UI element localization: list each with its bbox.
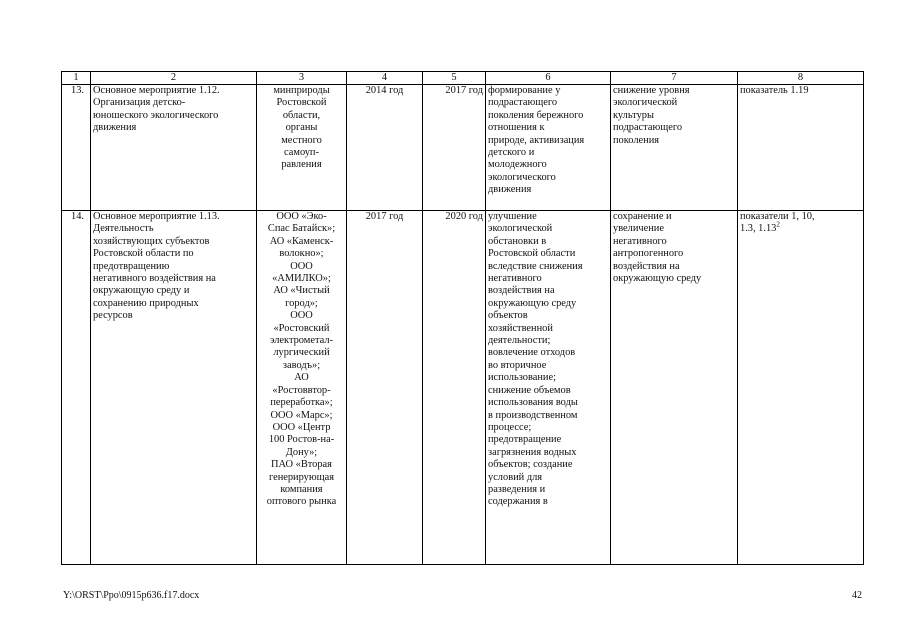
cell-line: условий для	[488, 471, 543, 483]
table-row	[62, 211, 864, 565]
cell-line: волокно»;	[279, 248, 324, 260]
cell-line: Организация детско-	[93, 97, 186, 109]
indicator-cell	[738, 85, 864, 211]
cell-line: заводъ»;	[282, 359, 321, 371]
cell-line: переработка»;	[270, 397, 333, 409]
cell-line: воздействия на	[613, 260, 680, 272]
cell-line: минприроды	[273, 85, 330, 96]
indicator-line: показатели 1, 10,	[740, 211, 815, 222]
cell-line: ООО	[290, 260, 313, 272]
cell-line: движения	[93, 122, 137, 134]
cell-line: подрастающего	[613, 122, 683, 134]
cell-line: ООО «Центр	[272, 421, 331, 433]
cell-line: загрязнения водных	[488, 446, 577, 458]
cell-line: экологического	[488, 171, 556, 183]
cell-line: во вторичное	[488, 359, 547, 371]
cell-line: Деятельность	[93, 223, 154, 235]
cell-line: ООО «Марс»;	[270, 409, 333, 421]
cell-line: разведения и	[488, 483, 546, 495]
executor-cell	[257, 85, 347, 211]
cell-line: лургический	[273, 347, 330, 359]
cell-line: негативного	[613, 235, 667, 247]
cell-line: снижение уровня	[613, 85, 690, 96]
header-col-4: 4	[347, 72, 423, 85]
cell-line: ПАО «Вторая	[271, 459, 332, 471]
cell-line: Спас Батайск»;	[267, 223, 336, 235]
cell-line: город»;	[285, 297, 318, 309]
row-number: 14.	[62, 211, 91, 565]
start-year-cell: 2017 год	[347, 211, 423, 565]
indicator-cell	[738, 211, 864, 565]
cell-line: ООО «Эко-	[276, 211, 327, 222]
cell-line: объектов	[488, 310, 528, 322]
cell-line: снижение объемов	[488, 384, 571, 396]
cell-line: сохранению природных	[93, 297, 199, 309]
row-number: 13.	[62, 85, 91, 211]
cell-line: Основное мероприятие 1.13.	[93, 211, 220, 222]
cell-line: использования воды	[488, 397, 578, 409]
cell-line: молодежного	[488, 159, 547, 171]
cell-line: «АМИЛКО»;	[272, 273, 331, 285]
cell-line: органы	[285, 122, 318, 134]
cell-line: электрометал-	[269, 335, 334, 347]
cell-line: культуры	[613, 109, 654, 121]
cell-line: АО	[294, 372, 309, 384]
cell-line: антропогенного	[613, 248, 684, 260]
header-row	[62, 72, 864, 85]
header-col-5: 5	[423, 72, 486, 85]
consequence-cell	[611, 85, 738, 211]
cell-line: хозяйствующих субъектов	[93, 235, 210, 247]
cell-line: ресурсов	[93, 310, 133, 322]
header-col-7: 7	[611, 72, 738, 85]
page-number: 42	[852, 590, 862, 601]
footnote-mark: 2	[776, 220, 780, 229]
end-year-cell: 2017 год	[423, 85, 486, 211]
cell-line: подрастающего	[488, 97, 558, 109]
header-col-6: 6	[486, 72, 611, 85]
consequence-cell	[611, 211, 738, 565]
result-cell	[486, 85, 611, 211]
cell-line: Ростовской области	[488, 248, 576, 260]
cell-line: поколения бережного	[488, 109, 584, 121]
cell-line: вовлечение отходов	[488, 347, 576, 359]
table-row	[62, 85, 864, 211]
cell-line: юношеского экологического	[93, 109, 219, 121]
cell-line: деятельности;	[488, 335, 551, 347]
cell-line: вследствие снижения	[488, 260, 583, 272]
cell-line: негативного воздействия на	[93, 273, 216, 285]
cell-line: формирование у	[488, 85, 561, 96]
cell-line: воздействия на	[488, 285, 555, 297]
header-col-8: 8	[738, 72, 864, 85]
cell-line: окружающую среду и	[93, 285, 190, 297]
cell-line: в производственном	[488, 409, 578, 421]
cell-line: негативного	[488, 273, 542, 285]
cell-line: экологической	[488, 223, 553, 235]
cell-line: предотвращению	[93, 260, 170, 272]
data-table	[61, 71, 864, 565]
cell-line: окружающую среду	[488, 297, 577, 309]
cell-line: показатель 1.19	[740, 85, 809, 96]
cell-line: окружающую среду	[613, 273, 702, 285]
cell-line: самоуп-	[284, 147, 319, 159]
cell-line: сохранение и	[613, 211, 672, 222]
cell-line: увеличение	[613, 223, 664, 235]
cell-line: 100 Ростов-на-	[268, 434, 335, 446]
cell-line: обстановки в	[488, 235, 547, 247]
cell-line: содержания в	[488, 496, 548, 508]
cell-line: улучшение	[488, 211, 537, 222]
footer-file-path: Y:\ORST\Ppo\0915p636.f17.docx	[63, 590, 200, 601]
cell-line: предотвращение	[488, 434, 562, 446]
start-year-cell: 2014 год	[347, 85, 423, 211]
cell-line: Основное мероприятие 1.12.	[93, 85, 220, 96]
indicator-line	[740, 220, 861, 235]
cell-line: равления	[281, 159, 322, 171]
cell-line: отношения к	[488, 122, 545, 134]
end-year-cell: 2020 год	[423, 211, 486, 565]
cell-line: объектов; создание	[488, 459, 573, 471]
executor-cell	[257, 211, 347, 565]
event-cell	[91, 211, 257, 565]
cell-line: местного	[281, 134, 322, 146]
cell-line: Ростовской	[276, 97, 327, 109]
result-cell	[486, 211, 611, 565]
cell-line: генерирующая	[268, 471, 335, 483]
cell-line: процессе;	[488, 421, 532, 433]
cell-line: оптового рынка	[266, 496, 337, 508]
cell-line: области,	[282, 109, 321, 121]
cell-line: «Ростоввтор-	[272, 384, 331, 396]
cell-line: движения	[488, 184, 532, 196]
header-col-1: 1	[62, 72, 91, 85]
cell-line: использование;	[488, 372, 556, 384]
cell-line: хозяйственной	[488, 322, 553, 334]
cell-line: компания	[280, 483, 323, 495]
cell-line: детского и	[488, 147, 535, 159]
cell-line: АО «Чистый	[273, 285, 330, 297]
cell-line: Ростовской области по	[93, 248, 194, 260]
cell-line: природе, активизация	[488, 134, 585, 146]
cell-line: экологической	[613, 97, 678, 109]
cell-line: АО «Каменск-	[269, 235, 334, 247]
cell-line: «Ростовский	[273, 322, 330, 334]
cell-line: поколения	[613, 134, 660, 146]
cell-line: ООО	[290, 310, 313, 322]
indicator-text: 1.3, 1.13	[740, 223, 777, 235]
header-col-2: 2	[91, 72, 257, 85]
cell-line: Дону»;	[285, 446, 318, 458]
event-cell	[91, 85, 257, 211]
header-col-3: 3	[257, 72, 347, 85]
